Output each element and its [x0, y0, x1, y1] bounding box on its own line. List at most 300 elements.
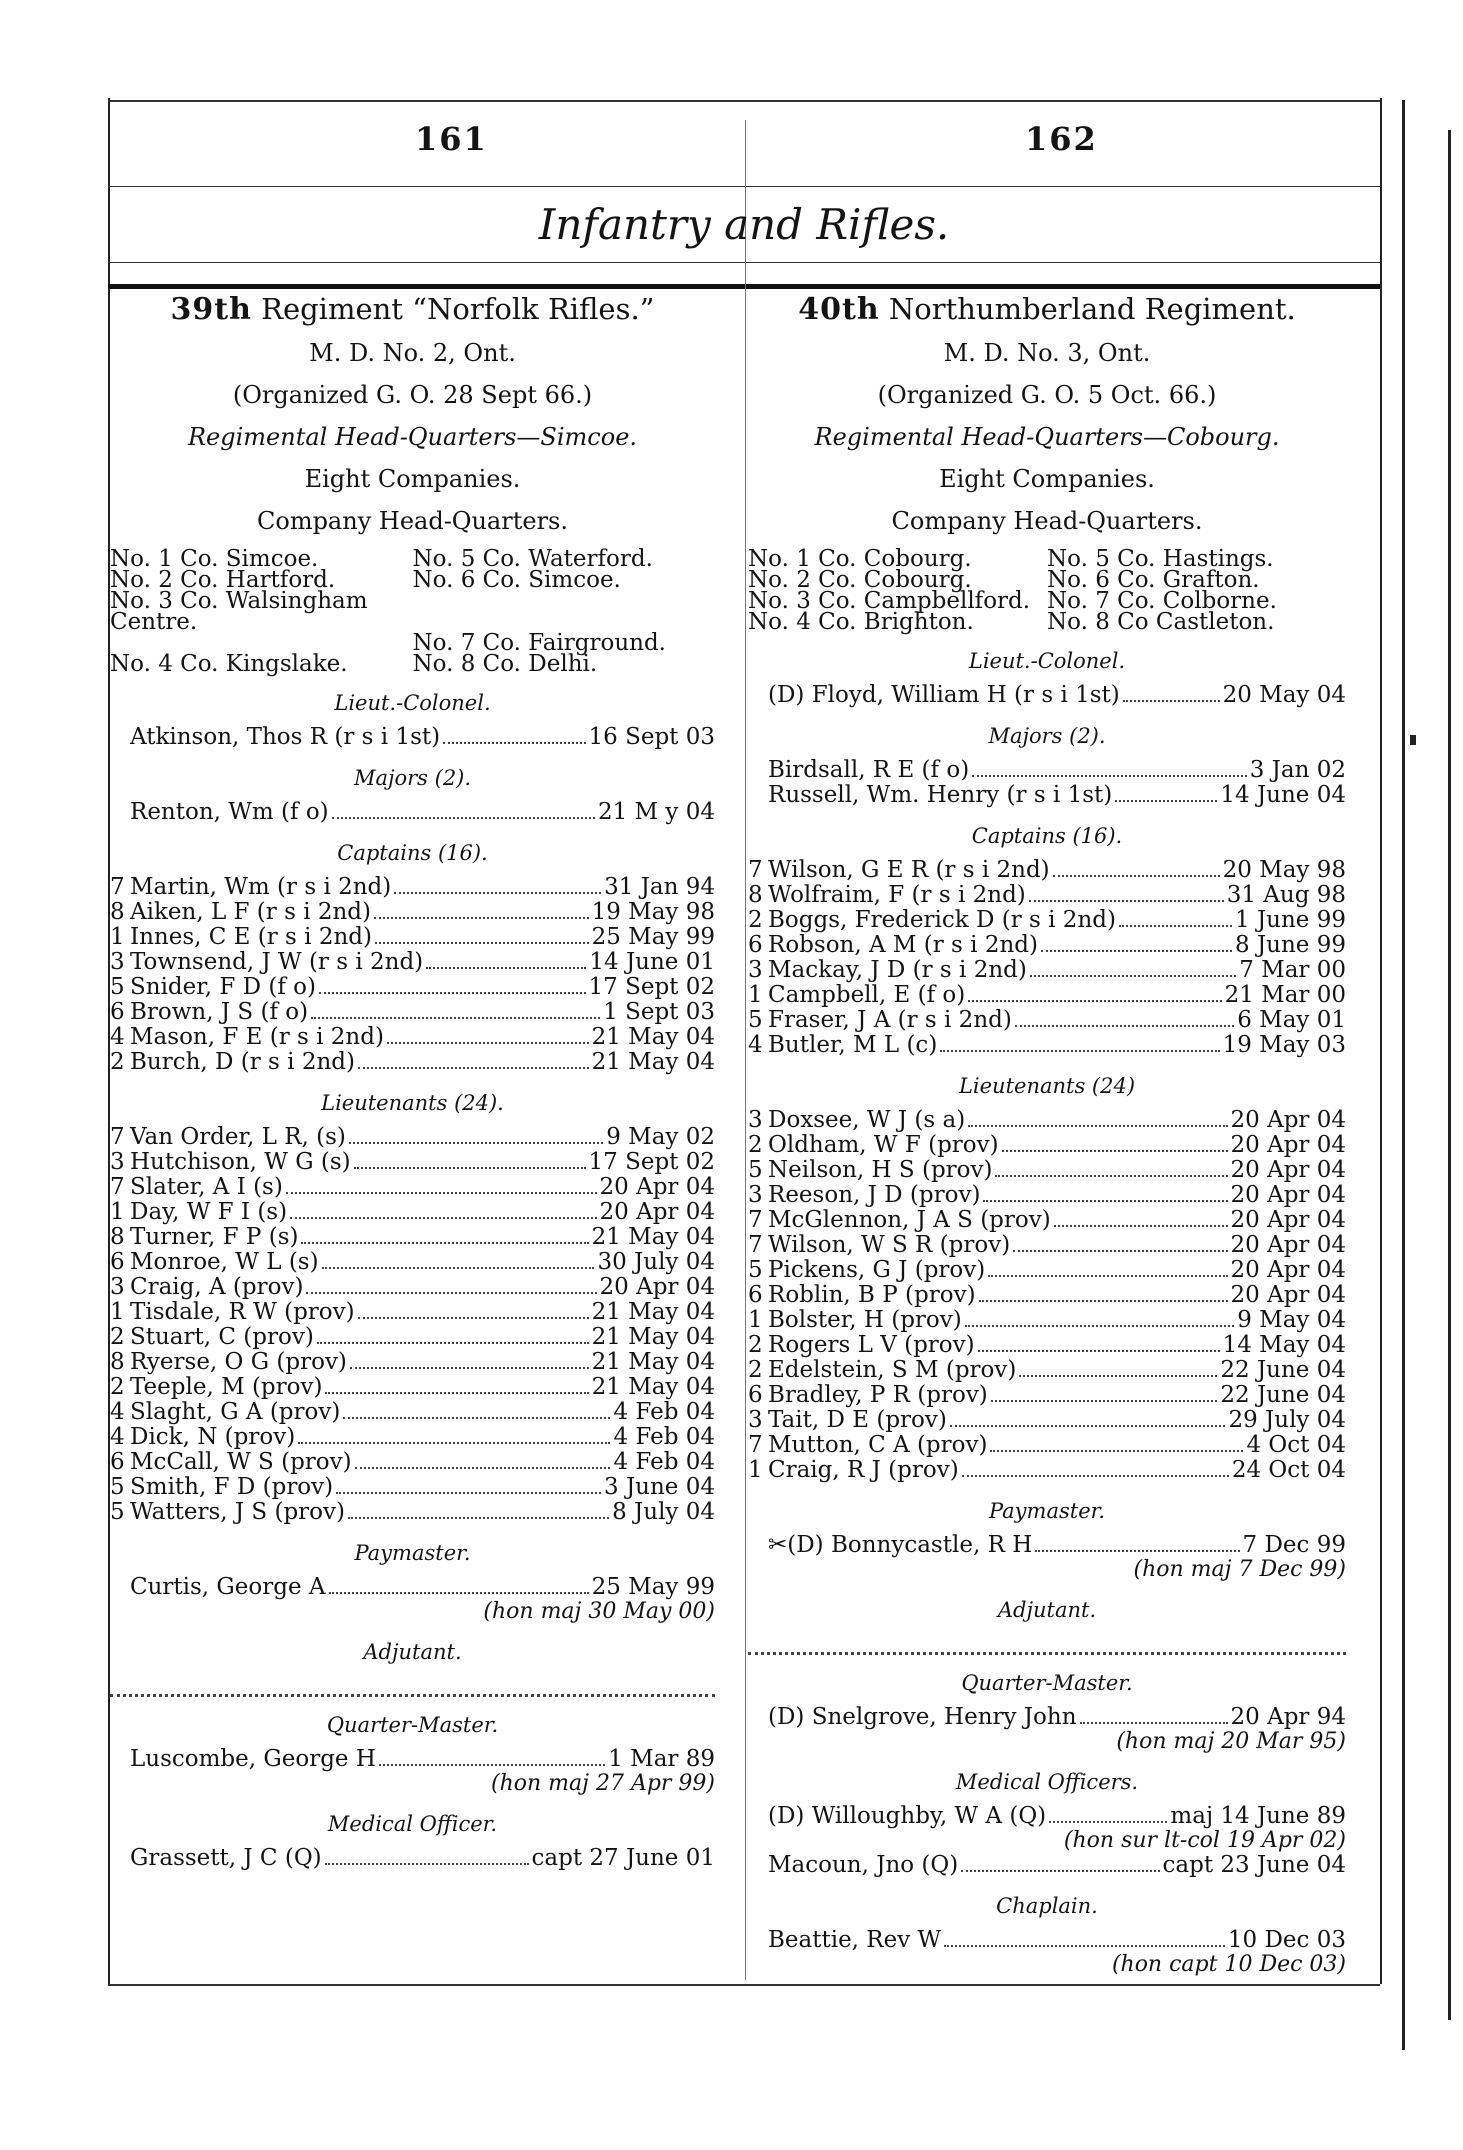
commission-date: 7 Mar 00: [1239, 957, 1346, 983]
commission-date: 14 May 04: [1222, 1332, 1346, 1358]
companies-count: Eight Companies.: [304, 465, 521, 493]
officer-name: Slater, A I (s): [130, 1174, 283, 1200]
company-number: 6: [110, 999, 125, 1025]
leader-dots: [1015, 1025, 1234, 1027]
officer-entry: [748, 1233, 1346, 1258]
company-number: 1: [748, 1307, 763, 1333]
officer-entry: [748, 1033, 1346, 1058]
officer-name: Curtis, George A: [130, 1574, 326, 1600]
officer-entry: [110, 725, 715, 750]
leader-dots: [1002, 1150, 1228, 1152]
commission-date: 4 Oct 04: [1246, 1432, 1346, 1458]
leader-dots: [940, 1050, 1219, 1052]
organized-order: (Organized G. O. 28 Sept 66.): [232, 381, 593, 409]
leader-dots: [319, 992, 586, 994]
officer-entry: [110, 1225, 715, 1250]
leader-dots: [1049, 1821, 1167, 1823]
company-number: 3: [748, 1182, 763, 1208]
officer-entry: [748, 1108, 1346, 1133]
company-number: 5: [748, 1007, 763, 1033]
officer-name: Dick, N (prov): [130, 1424, 296, 1450]
company-hq-list: [748, 546, 1346, 635]
commission-date: 17 Sept 02: [588, 974, 715, 1000]
commission-date: 21 May 04: [591, 1224, 715, 1250]
company-number: 6: [748, 1382, 763, 1408]
leader-dots: [1019, 1375, 1217, 1377]
officer-name: Snider, F D (f o): [130, 974, 316, 1000]
officer-name: Burch, D (r s i 2nd): [130, 1049, 355, 1075]
officer-name: Day, W F I (s): [130, 1199, 288, 1225]
leader-dots: [1123, 700, 1220, 702]
officer-name: Butler, M L (c): [768, 1032, 938, 1058]
officer-name: Innes, C E (r s i 2nd): [130, 924, 372, 950]
company-number: 2: [110, 1324, 125, 1350]
officer-name: ✂(D) Bonnycastle, R H: [768, 1532, 1033, 1558]
section-heading: Medical Officers.: [955, 1770, 1139, 1794]
commission-date: 21 May 04: [591, 1374, 715, 1400]
leader-dots: [332, 817, 595, 819]
regimental-hq: Regimental Head-Quarters—Simcoe.: [187, 423, 638, 451]
officer-name: Wilson, W S R (prov): [768, 1232, 1011, 1258]
organized-order: (Organized G. O. 5 Oct. 66.): [877, 381, 1217, 409]
leader-dots: [1041, 950, 1232, 952]
running-head: Infantry and Rifles.: [538, 200, 950, 249]
company-number: 1: [748, 1457, 763, 1483]
officer-entry: [110, 1350, 715, 1375]
officer-name: Bolster, H (prov): [768, 1307, 962, 1333]
leader-dots: [301, 1242, 588, 1244]
section-heading: Medical Officer.: [327, 1812, 498, 1836]
company-number: 7: [110, 874, 125, 900]
company-number: 6: [110, 1449, 125, 1475]
officer-entry: [748, 1008, 1346, 1033]
company-hq-item: No. 1 Co. Cobourg.: [748, 546, 972, 572]
officer-entry: [110, 925, 715, 950]
officer-name: Van Order, L R, (s): [130, 1124, 346, 1150]
officer-name: Smith, F D (prov): [130, 1474, 334, 1500]
section-heading: Chaplain.: [996, 1894, 1098, 1918]
commission-date: 3 Jan 02: [1249, 757, 1346, 783]
officer-entry: [110, 1425, 715, 1450]
company-number: 3: [110, 1149, 125, 1175]
company-hq-title: Company Head-Quarters.: [257, 507, 568, 535]
officer-name: Rogers L V (prov): [768, 1332, 975, 1358]
leader-dots: [1053, 875, 1220, 877]
officer-entry: [110, 1747, 715, 1772]
officer-name: Macoun, Jno (Q): [768, 1852, 959, 1878]
company-hq-item: No. 8 Co Castleton.: [1047, 609, 1275, 635]
section-heading: Quarter-Master.: [326, 1713, 499, 1737]
company-hq-item: No. 2 Co. Hartford.: [110, 567, 336, 593]
section-heading: Lieut.-Colonel.: [334, 691, 491, 715]
company-number: 7: [110, 1124, 125, 1150]
commission-date: 24 Oct 04: [1231, 1457, 1346, 1483]
leader-dots: [354, 1167, 586, 1169]
leader-dots: [1054, 1225, 1228, 1227]
commission-date: 22 June 04: [1220, 1357, 1346, 1383]
commission-date: 7 Dec 99: [1242, 1532, 1346, 1558]
officer-entry: [110, 1450, 715, 1475]
officer-entry: [110, 800, 715, 825]
commission-date: 1 June 99: [1235, 907, 1346, 933]
leader-dots: [325, 1863, 529, 1865]
commission-date: 20 May 04: [1222, 682, 1346, 708]
officer-entry: [748, 1308, 1346, 1333]
commission-date: 20 Apr 04: [1230, 1207, 1346, 1233]
company-number: 3: [748, 1407, 763, 1433]
commission-date: 20 Apr 04: [1230, 1157, 1346, 1183]
commission-date: 9 May 02: [606, 1124, 715, 1150]
leader-dots: [325, 1392, 588, 1394]
officer-name: Watters, J S (prov): [130, 1499, 345, 1525]
officer-entry: [748, 1928, 1346, 1953]
officer-entry: [748, 1408, 1346, 1433]
leader-dots: [443, 742, 585, 744]
leader-dots: [348, 1517, 609, 1519]
company-hq-item: No. 3 Co. Walsingham Centre.: [110, 588, 368, 635]
honorary-rank-note: (hon maj 7 Dec 99): [1133, 1557, 1346, 1582]
officer-entry: [748, 883, 1346, 908]
leader-dots: [978, 1350, 1220, 1352]
section-heading: Adjutant.: [997, 1598, 1097, 1622]
leader-dots: [991, 1400, 1218, 1402]
leader-dots: [322, 1267, 595, 1269]
leader-dots: [1029, 900, 1224, 902]
officer-entry: [110, 1025, 715, 1050]
officer-entry: [110, 1475, 715, 1500]
commission-date: 17 Sept 02: [588, 1149, 715, 1175]
leader-dots: [972, 775, 1247, 777]
officer-entry: [748, 933, 1346, 958]
company-number: 3: [748, 957, 763, 983]
officer-entry: [110, 1325, 715, 1350]
company-hq-item: No. 4 Co. Kingslake.: [110, 651, 348, 677]
leader-dots: [336, 1492, 601, 1494]
company-number: 4: [110, 1424, 125, 1450]
company-number: 1: [110, 924, 125, 950]
leader-dots: [375, 942, 589, 944]
company-number: 5: [110, 974, 125, 1000]
leader-dots: [290, 1217, 596, 1219]
commission-date: 8 July 04: [612, 1499, 715, 1525]
section-heading: Captains (16).: [337, 841, 488, 865]
officer-entry: [748, 908, 1346, 933]
officer-name: Aiken, L F (r s i 2nd): [130, 899, 372, 925]
commission-date: 8 June 99: [1235, 932, 1346, 958]
company-number: 2: [748, 1132, 763, 1158]
commission-date: 21 May 04: [591, 1299, 715, 1325]
company-number: 3: [748, 1107, 763, 1133]
commission-date: 25 May 99: [591, 1574, 715, 1600]
commission-date: 21 May 04: [591, 1349, 715, 1375]
company-number: 7: [748, 1432, 763, 1458]
leader-dots: [1030, 975, 1236, 977]
honorary-rank-note: (hon capt 10 Dec 03): [1111, 1952, 1346, 1977]
commission-date: 19 May 03: [1222, 1032, 1346, 1058]
section-heading: Majors (2).: [988, 724, 1106, 748]
commission-date: 31 Jan 94: [604, 874, 715, 900]
company-number: 1: [110, 1199, 125, 1225]
regiment-number: 40th: [798, 292, 880, 327]
officer-name: (D) Snelgrove, Henry John: [768, 1704, 1077, 1730]
page-number-right: 162: [1025, 120, 1098, 158]
regiment-heading: [110, 292, 715, 327]
leader-dots: [979, 1300, 1228, 1302]
leader-dots: [968, 1000, 1221, 1002]
officer-entry: [110, 1150, 715, 1175]
commission-date: 19 May 98: [591, 899, 715, 925]
officer-entry: [748, 1853, 1346, 1878]
company-hq-item: [413, 591, 716, 633]
officer-entry: [748, 1158, 1346, 1183]
company-number: 6: [110, 1249, 125, 1275]
officer-name: Edelstein, S M (prov): [768, 1357, 1017, 1383]
bottom-rule: [108, 1984, 1380, 1986]
officer-name: Ryerse, O G (prov): [130, 1349, 347, 1375]
company-hq-item: No. 5 Co. Waterford.: [412, 546, 653, 572]
officer-entry: [110, 1846, 715, 1871]
officer-entry: [748, 1458, 1346, 1483]
leader-dots: [944, 1945, 1225, 1947]
regiment-title: Regiment “Norfolk Rifles.”: [261, 292, 655, 326]
officer-name: Townsend, J W (r s i 2nd): [130, 949, 424, 975]
officer-entry: [110, 900, 715, 925]
honorary-rank-note: (hon maj 27 Apr 99): [491, 1771, 715, 1796]
commission-date: 3 June 04: [604, 1474, 715, 1500]
leader-dots: [349, 1142, 603, 1144]
officer-entry: [748, 783, 1346, 808]
officer-entry: [748, 983, 1346, 1008]
commission-date: 21 Mar 00: [1224, 982, 1346, 1008]
top-rule: [108, 100, 1380, 102]
officer-name: Bradley, P R (prov): [768, 1382, 988, 1408]
officer-name: Craig, A (prov): [130, 1274, 304, 1300]
officer-entry: [748, 858, 1346, 883]
officer-entry: [748, 1208, 1346, 1233]
officer-name: Beattie, Rev W: [768, 1927, 942, 1953]
commission-date: 31 Aug 98: [1226, 882, 1346, 908]
officer-entry: [110, 1375, 715, 1400]
commission-date: 1 Mar 89: [608, 1746, 715, 1772]
officer-name: Renton, Wm (f o): [130, 799, 329, 825]
company-number: 7: [748, 1232, 763, 1258]
leader-dots: [968, 1125, 1227, 1127]
title-rule-thin: [108, 262, 1380, 263]
companies-count: Eight Companies.: [939, 465, 1155, 493]
company-number: 5: [748, 1157, 763, 1183]
officer-entry: [110, 950, 715, 975]
officer-entry: [110, 1575, 715, 1600]
company-number: 2: [748, 1357, 763, 1383]
leader-dots: [358, 1067, 589, 1069]
leader-dots: [990, 1450, 1243, 1452]
military-district: M. D. No. 2, Ont.: [309, 339, 516, 367]
officer-name: Tisdale, R W (prov): [130, 1299, 355, 1325]
commission-date: 20 Apr 04: [1230, 1107, 1346, 1133]
section-heading: Lieut.-Colonel.: [968, 649, 1126, 673]
officer-name: Stuart, C (prov): [130, 1324, 314, 1350]
commission-date: 14 June 01: [589, 949, 715, 975]
commission-date: 4 Feb 04: [613, 1399, 715, 1425]
officer-entry: [748, 1705, 1346, 1730]
officer-name: McGlennon, J A S (prov): [768, 1207, 1051, 1233]
leader-dots: [374, 917, 589, 919]
officer-name: Teeple, M (prov): [130, 1374, 323, 1400]
company-hq-item: No. 7 Co. Colborne.: [1047, 588, 1277, 614]
officer-entry: [748, 683, 1346, 708]
company-number: 5: [110, 1499, 125, 1525]
company-hq-item: No. 8 Co. Delhi.: [412, 651, 598, 677]
commission-date: 20 Apr 04: [1230, 1132, 1346, 1158]
commission-date: 1 Sept 03: [603, 999, 715, 1025]
officer-name: Robson, A M (r s i 2nd): [768, 932, 1038, 958]
company-number: 2: [748, 1332, 763, 1358]
leader-dots: [426, 967, 586, 969]
company-number: 2: [110, 1374, 125, 1400]
officer-name: Luscombe, George H: [130, 1746, 376, 1772]
officer-name: Craig, R J (prov): [768, 1457, 959, 1483]
title-rule-thick: [108, 284, 1380, 289]
commission-date: 4 Feb 04: [613, 1449, 715, 1475]
commission-date: 20 Apr 04: [1230, 1282, 1346, 1308]
officer-name: (D) Floyd, William H (r s i 1st): [768, 682, 1120, 708]
section-heading: Captains (16).: [971, 824, 1123, 848]
commission-date: 14 June 04: [1220, 782, 1346, 808]
leader-dots: [306, 1292, 596, 1294]
commission-date: 20 Apr 04: [1230, 1232, 1346, 1258]
commission-date: 20 Apr 94: [1230, 1704, 1346, 1730]
leader-dots: [950, 1425, 1226, 1427]
officer-entry: [748, 1333, 1346, 1358]
company-number: 8: [110, 1349, 125, 1375]
honorary-rank-note: (hon maj 30 May 00): [483, 1599, 715, 1624]
section-heading: Adjutant.: [363, 1640, 462, 1664]
officer-name: Brown, J S (f o): [130, 999, 309, 1025]
commission-date: 20 Apr 04: [599, 1174, 715, 1200]
officer-entry: [110, 1250, 715, 1275]
commission-date: 21 M y 04: [597, 799, 715, 825]
company-hq-item: No. 1 Co. Simcoe.: [110, 546, 319, 572]
company-number: 6: [748, 1282, 763, 1308]
commission-date: 4 Feb 04: [613, 1424, 715, 1450]
edge-speck: [1410, 735, 1416, 745]
officer-name: Monroe, W L (s): [130, 1249, 319, 1275]
officer-name: (D) Willoughby, W A (Q): [768, 1803, 1047, 1829]
commission-date: capt 27 June 01: [531, 1845, 715, 1871]
leader-dots: [394, 892, 601, 894]
leader-dots: [311, 1017, 600, 1019]
officer-entry: [110, 1200, 715, 1225]
header-rule: [108, 186, 1380, 187]
company-hq-title: Company Head-Quarters.: [891, 507, 1203, 535]
company-number: 3: [110, 1274, 125, 1300]
commission-date: 21 May 04: [591, 1049, 715, 1075]
officer-name: Pickens, G J (prov): [768, 1257, 986, 1283]
officer-sections: [748, 649, 1346, 1977]
regiment-heading: [748, 292, 1346, 327]
vacant-dotted-line: [110, 1674, 715, 1697]
officer-entry: [110, 975, 715, 1000]
binding-edge-line-outer: [1448, 130, 1451, 2020]
leader-dots: [961, 1870, 1159, 1872]
leader-dots: [988, 1275, 1227, 1277]
commission-date: 21 May 04: [591, 1024, 715, 1050]
officer-entry: [748, 1804, 1346, 1829]
officer-entry: [748, 1183, 1346, 1208]
officer-name: Atkinson, Thos R (r s i 1st): [130, 724, 441, 750]
officer-entry: [748, 1433, 1346, 1458]
officer-name: Doxsee, W J (s a): [768, 1107, 966, 1133]
officer-entry: [110, 1275, 715, 1300]
section-heading: Paymaster.: [988, 1499, 1106, 1523]
commission-date: 9 May 04: [1237, 1307, 1346, 1333]
officer-name: Turner, F P (s): [130, 1224, 299, 1250]
officer-entry: [110, 1300, 715, 1325]
regiment-number: 39th: [170, 292, 252, 327]
honorary-rank-note: (hon sur lt-col 19 Apr 02): [1063, 1828, 1346, 1853]
binding-edge-line: [1402, 100, 1405, 2050]
officer-sections: [110, 691, 715, 1871]
company-number: 4: [110, 1024, 125, 1050]
leader-dots: [355, 1467, 611, 1469]
leader-dots: [962, 1475, 1229, 1477]
officer-name: Reeson, J D (prov): [768, 1182, 981, 1208]
officer-name: Slaght, G A (prov): [130, 1399, 341, 1425]
officer-entry: [748, 1133, 1346, 1158]
section-heading: Quarter-Master.: [961, 1671, 1133, 1695]
officer-entry: [748, 1283, 1346, 1308]
leader-dots: [1013, 1250, 1227, 1252]
leader-dots: [1035, 1550, 1239, 1552]
officer-entry: [748, 958, 1346, 983]
leader-dots: [343, 1417, 610, 1419]
leader-dots: [379, 1764, 605, 1766]
officer-entry: [110, 1400, 715, 1425]
officer-name: Tait, D E (prov): [768, 1407, 947, 1433]
officer-entry: [110, 1175, 715, 1200]
officer-name: Mutton, C A (prov): [768, 1432, 988, 1458]
company-number: 1: [748, 982, 763, 1008]
commission-date: 10 Dec 03: [1227, 1927, 1346, 1953]
military-district: M. D. No. 3, Ont.: [943, 339, 1151, 367]
leader-dots: [329, 1592, 589, 1594]
officer-name: Martin, Wm (r s i 2nd): [130, 874, 392, 900]
company-number: 4: [748, 1032, 763, 1058]
company-number: 7: [110, 1174, 125, 1200]
section-heading: Majors (2).: [353, 766, 472, 790]
leader-dots: [358, 1317, 589, 1319]
officer-entry: [748, 758, 1346, 783]
officer-entry: [110, 1000, 715, 1025]
company-hq-item: No. 2 Co. Cobourg.: [748, 567, 972, 593]
regiment-title: Northumberland Regiment.: [888, 292, 1296, 326]
company-number: 1: [110, 1299, 125, 1325]
left-column: [110, 292, 715, 1871]
officer-name: Hutchison, W G (s): [130, 1149, 351, 1175]
company-hq-item: No. 3 Co. Campbellford.: [748, 588, 1031, 614]
right-column: [748, 292, 1346, 1977]
leader-dots: [983, 1200, 1227, 1202]
officer-name: Birdsall, R E (f o): [768, 757, 970, 783]
company-number: 2: [748, 907, 763, 933]
company-number: 2: [110, 1049, 125, 1075]
officer-name: Oldham, W F (prov): [768, 1132, 999, 1158]
leader-dots: [286, 1192, 597, 1194]
leader-dots: [1115, 800, 1217, 802]
commission-date: capt 23 June 04: [1162, 1852, 1346, 1878]
regimental-hq: Regimental Head-Quarters—Cobourg.: [814, 423, 1280, 451]
company-number: 8: [110, 899, 125, 925]
